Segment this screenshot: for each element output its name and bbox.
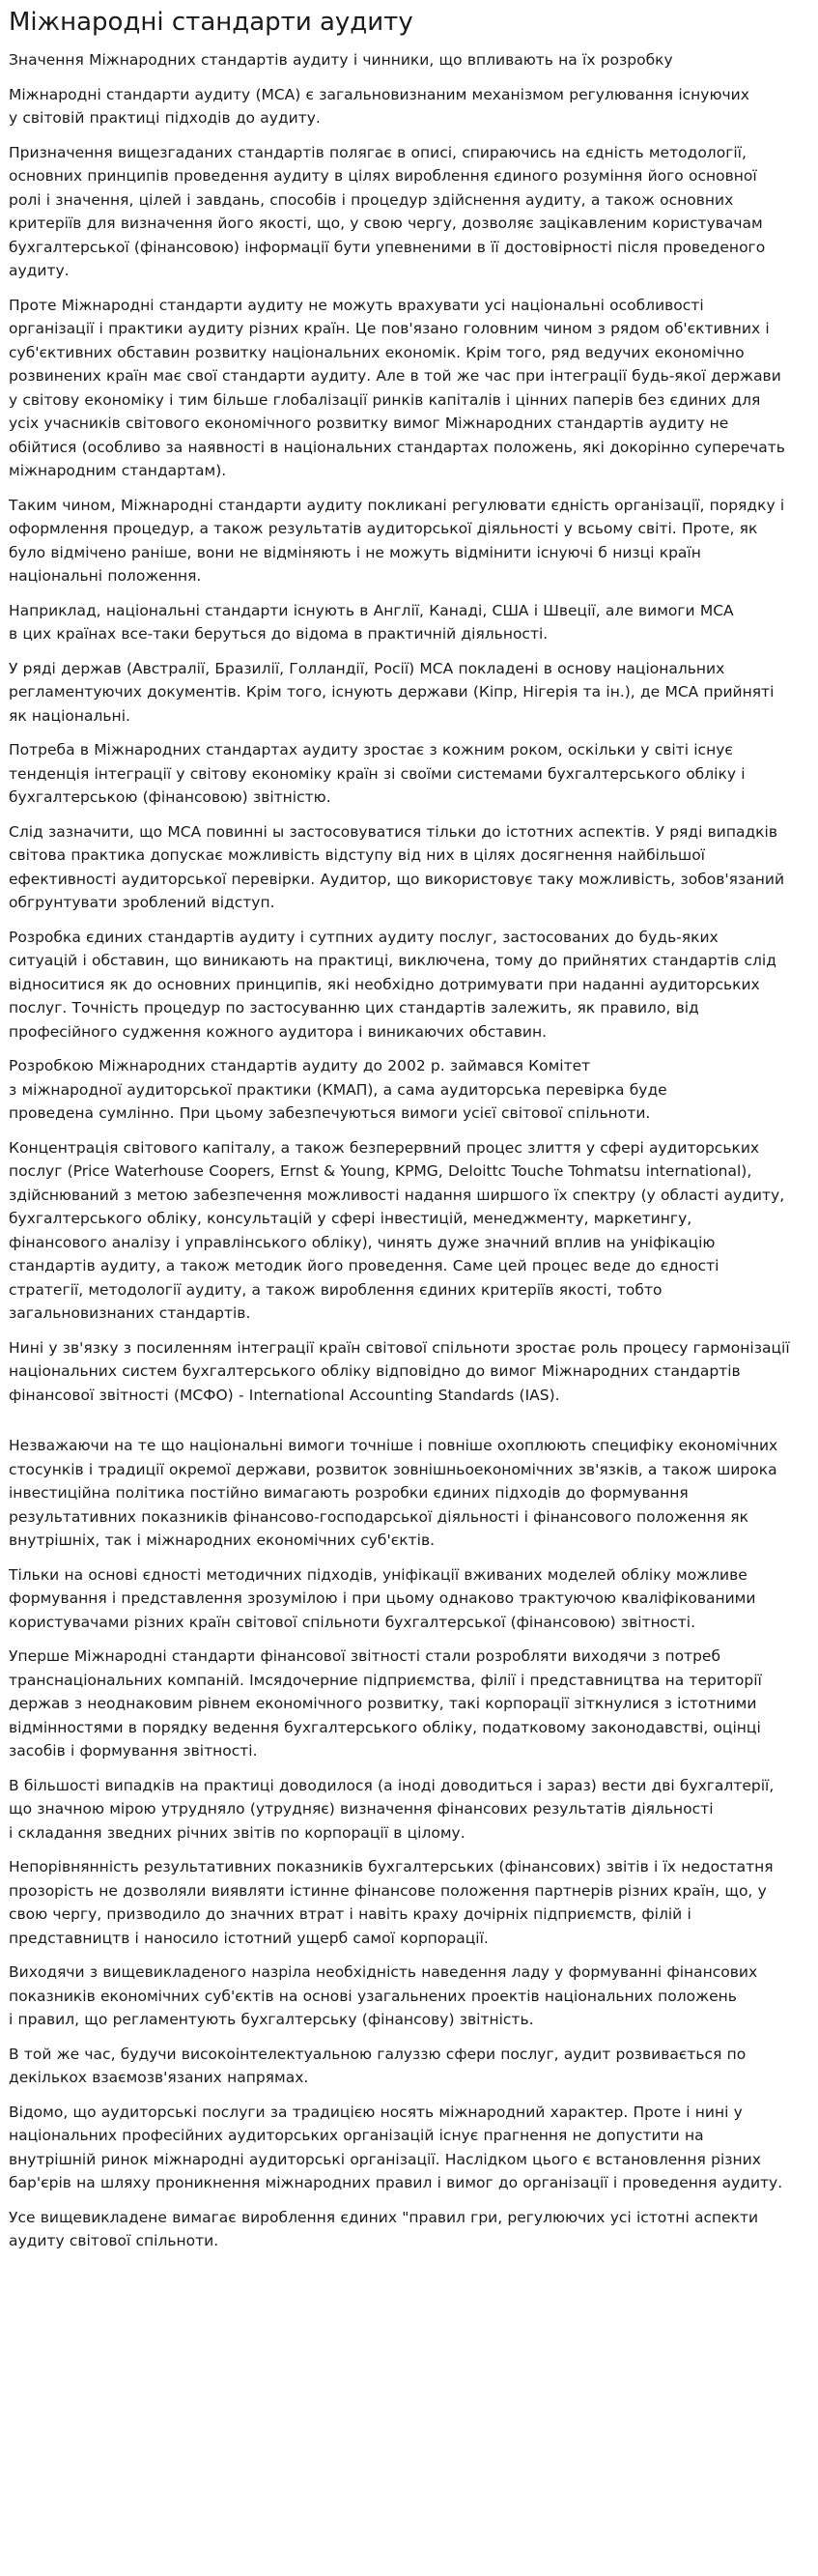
paragraph-9: Слід зазначити, що МСА повинні ы застосовуватися тільки до істотних аспектів. У ряді випадків світова практика допускає можливість відступу від них в цілях досягнення найбільшої ефективності аудиторської перевірки. Аудитор, що використовує таку можливість, зобов'язаний обгрунтувати зроблений відступ. [9, 822, 785, 911]
paragraph-11: Розробкою Міжнародних стандартів аудиту до 2002 р. займався Комітет з міжнародної аудиторської практики (КМАП), а сама аудиторська перевірка буде проведена сумлінно. При цьому забезпечуються вимоги усієї світової спільноти. [9, 1057, 667, 1122]
paragraph-7: У ряді держав (Австралії, Бразилії, Голландії, Росії) МСА покладені в основу національних регламентуючих документів. Крім того, існують держави (Кіпр, Нігерія та ін.), де МСА прийняті як національні. [9, 659, 775, 725]
paragraph-16: Уперше Міжнародні стандарти фінансової звітності стали розробляти виходячи з потреб транснаціональних компаній. Імсядочерние підприємства, філії і представництва на території держав з неоднаковим рівнем економічного розвитку, такі корпорації зіткнулися з істотними відмінностями в порядку ведення бухгалтерського обліку, податковому законодавстві, оцінці засобів і формування звітності. [9, 1647, 762, 1760]
paragraph-2: Міжнародні стандарти аудиту (МСА) є загальновизнаним механізмом регулювання існуючих у світовій практиці підходів до аудиту. [9, 85, 749, 127]
paragraph-22: Усе вищевикладене вимагає вироблення єдиних "правил гри, регулюючих усі істотні аспекти аудиту світової спільноти. [9, 2208, 759, 2249]
paragraph-19: Виходячи з вищевикладеного назріла необхідність наведення ладу у формуванні фінансових показників економічних суб'єктів на основі узагальнених проектів національних положень і правил, що регламентують бухгалтерську (фінансову) звітність. [9, 1963, 758, 2028]
paragraph-10: Розробка єдиних стандартів аудиту і сутпних аудиту послуг, застосованих до будь-яких ситуацій і обставин, що виникають на практиці, виключена, тому до прийнятих стандартів слід відноситися як до основних принципів, які необхідно дотримувати при наданні аудиторських послуг. Точність процедур по застосуванню цих стандартів залежить, як правило, від професійного судження кожного аудитора і виникаючих обставин. [9, 928, 776, 1041]
paragraph-5: Таким чином, Міжнародні стандарти аудиту покликані регулювати єдність організації, порядку і оформлення процедур, а також результатів аудиторської діяльності у всьому світі. Проте, як було відмічено раніше, вони не відміняють і не можуть відмінити існуючі б низці країн національні положення. [9, 496, 785, 585]
page-title: Міжнародні стандарти аудиту [9, 8, 413, 37]
paragraph-6: Наприклад, національні стандарти існують в Англії, Канаді, США і Швеції, але вимоги МСА в цих країнах все-таки беруться до відома в практичній діяльності. [9, 601, 734, 643]
paragraph-3: Призначення вищезгаданих стандартів полягає в описі, спираючись на єдність методології, основних принципів проведення аудиту в цілях вироблення єдиного розуміння його основної ролі і значення, цілей і завдань, способів і процедур здійснення аудиту, а також основних критеріїв для визначення його якості, що, у свою чергу, дозволяє зацікавленим користувачам бухгалтерської (фінансовою) інформації бути упевненими в її достовірності після проведеного аудиту. [9, 143, 766, 279]
paragraph-12: Концентрація світового капіталу, а також безперервний процес злиття у сфері аудиторських послуг (Price Waterhouse Coopers, Ernst & Young, KPMG, Deloittc Touche Tohmatsu international), здійснюваний з метою забезпечення можливості надання ширшого їх спектру (у області аудиту, бухгалтерського обліку, консультацій у сфері інвестицій, менеджменту, маркетингу, фінансового аналізу і управлінського обліку), чинять дуже значний вплив на уніфікацію стандартів аудиту, а також методик його проведення. Саме цей процес веде до єдності стратегії, методології аудиту, а також вироблення єдиних критеріїв якості, тобто загальновизнаних стандартів. [9, 1138, 785, 1322]
paragraph-4: Проте Міжнародні стандарти аудиту не можуть врахувати усі національні особливості організації і практики аудиту різних країн. Це пов'язано головним чином з рядом об'єктивних і суб'єктивних обставин розвитку національних економік. Крім того, ряд ведучих економічно розвинених країн має свої стандарти аудиту. Але в той же час при інтеграції будь-якої держави у світову економіку і тим більше глобалізації ринків капіталів і цінних паперів без єдиних для усіх учасників світового економічного розвитку вимог Міжнародних стандартів аудиту не обійтися (особливо за наявності в національних стандартах положень, які докорінно суперечать міжнародним стандартам). [9, 296, 785, 479]
paragraph-21: Відомо, що аудиторські послуги за традицією носять міжнародний характер. Проте і нині у національних професійних аудиторських організацій існує прагнення не допустити на внутрішній ринок міжнародні аудиторські організації. Наслідком цього є встановлення різних бар'єрів на шляху проникнення міжнародних правил і вимог до організації і проведення аудиту. [9, 2103, 783, 2191]
paragraph-8: Потреба в Міжнародних стандартах аудиту зростає з кожним роком, оскільки у світі існує тенденція інтеграції у світову економіку країн зі своїми системами бухгалтерського обліку і бухгалтерською (фінансовою) звітністю. [9, 741, 746, 806]
paragraph-18: Непорівнянність результативних показників бухгалтерських (фінансових) звітів і їх недостатня прозорість не дозволяли виявляти істинне фінансове положення партнерів різних країн, що, у свою чергу, призводило до значних втрат і навіть краху дочірніх підприємств, філій і представництв і наносило істотний ущерб самої корпорації. [9, 1858, 774, 1947]
paragraph-17: В більшості випадків на практиці доводилося (а іноді доводиться і зараз) вести дві бухгалтерії, що значною мірою утрудняло (утрудняє) визначення фінансових результатів діяльності і складання зведних річних звітів по корпорації в цілому. [9, 1776, 775, 1842]
paragraph-20: В той же час, будучи високоінтелектуальною галуззю сфери послуг, аудит розвивається по декількох взаємозв'язаних напрямах. [9, 2045, 747, 2086]
paragraph-13: Нині у зв'язку з посиленням інтеграції країн світової спільноти зростає роль процесу гармонізації національних систем бухгалтерського обліку відповідно до вимог Міжнародних стандартів фінансової звітності (МСФО) - International Accounting Standards (IAS). [9, 1338, 790, 1404]
paragraph-1: Значення Міжнародних стандартів аудиту і чинники, що впливають на їх розробку [9, 51, 673, 69]
paragraph-15: Тільки на основі єдності методичних підходів, уніфікації вживаних моделей обліку можливе формування і представлення зрозумілою і при цьому однаково трактуючою кваліфікованими користувачами різних країн світової спільноти бухгалтерської (фінансовою) звітності. [9, 1565, 756, 1631]
paragraph-14: Незважаючи на те що національні вимоги точніше і повніше охоплюють специфіку економічних стосунків і традиції окремої держави, розвиток зовнішньоекономічних зв'язків, а також широка інвестиційна політика постійно вимагають розробки єдиних підходів до формування результативних показників фінансово-господарської діяльності і фінансового положення як внутрішніх, так і міжнародних економічних суб'єктів. [9, 1437, 778, 1549]
